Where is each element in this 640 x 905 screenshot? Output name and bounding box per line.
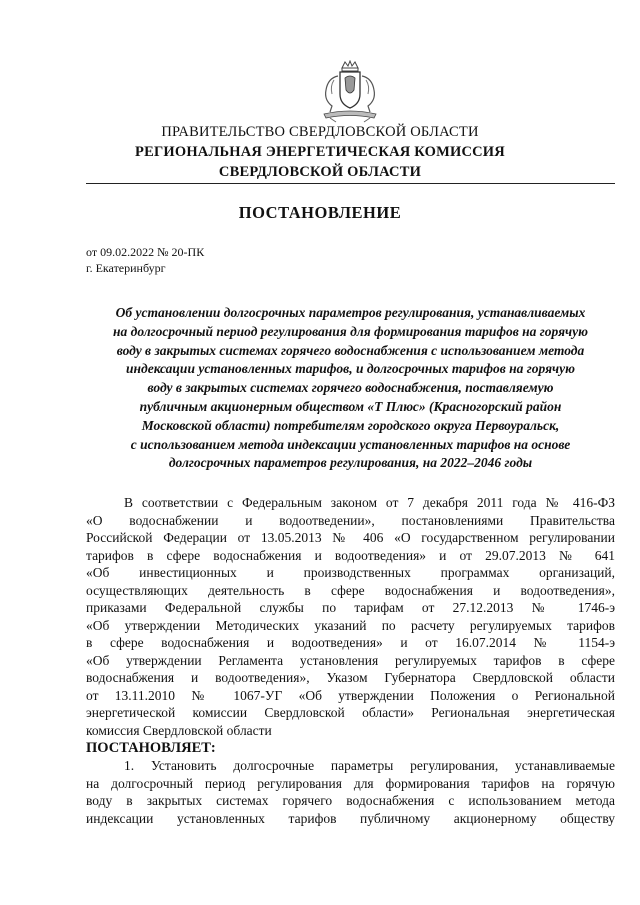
- document-date-number: от 09.02.2022 № 20-ПК: [86, 245, 205, 259]
- title-line: воду в закрытых системах горячего водоснабжения с использованием метода: [116, 342, 585, 358]
- title-line: на долгосрочный период регулирования для формирования тарифов на горячую: [113, 323, 588, 339]
- preamble-line: «Об утверждении Методических указаний по расчету регулируемых тарифов: [86, 617, 615, 633]
- preamble-line: В соответствии с Федеральным законом от 7 декабря 2011 года № 416-ФЗ: [124, 495, 615, 510]
- preamble-line: от 13.11.2010 № 1067-УГ «Об утверждении Положения о Региональной: [86, 687, 615, 703]
- document-city: г. Екатеринбург: [86, 261, 166, 275]
- document-body: [86, 494, 615, 827]
- title-line: Московской области) потребителям городского округа Первоуральск,: [141, 417, 560, 433]
- preamble-line: Российской Федерации от 13.05.2013 № 406 «О государственном регулировании: [86, 530, 615, 545]
- title-line: с использованием метода индексации установленных тарифов на основе: [130, 436, 571, 452]
- item-line: индексации установленных тарифов публичному акционерному обществу: [86, 810, 615, 826]
- title-line: индексации установленных тарифов, и долгосрочных тарифов на горячую: [126, 361, 575, 377]
- preamble-line: приказами Федеральной службы по тарифам от 27.12.2013 № 1746-э: [86, 600, 615, 615]
- item-line: на долгосрочный период регулирования для формирования тарифов на горячую: [86, 775, 615, 791]
- preamble-line: энергетической комиссии Свердловской области» Региональная энергетическая: [86, 705, 615, 720]
- coat-of-arms-icon: [316, 60, 384, 124]
- item-line: воду в закрытых системах горячего водоснабжения с использованием метода: [86, 793, 615, 808]
- decree-keyword: ПОСТАНОВЛЯЕТ:: [86, 740, 216, 756]
- document-title: [86, 304, 615, 473]
- preamble-line: осуществляющих деятельность в сфере водоснабжения и водоотведения»,: [86, 582, 615, 598]
- title-line: воду в закрытых системах горячего водоснабжения, поставляемую: [147, 380, 554, 396]
- preamble-line: «Об утверждении Регламента установления регулируемых тарифов в сфере: [86, 652, 615, 668]
- preamble-line: комиссия Свердловской области: [86, 722, 272, 738]
- title-line: Об установлении долгосрочных параметров регулирования, устанавливаемых: [115, 305, 586, 320]
- preamble-line: водоснабжения и водоотведения», Указом Губернатора Свердловской области: [86, 670, 615, 685]
- preamble-line: в сфере водоснабжения и водоотведения» и от 16.07.2014 № 1154-э: [86, 635, 615, 650]
- commission-name: РЕГИОНАЛЬНАЯ ЭНЕРГЕТИЧЕСКАЯ КОМИССИЯ: [135, 144, 505, 160]
- header-divider: [86, 183, 615, 184]
- document-type: ПОСТАНОВЛЕНИЕ: [238, 203, 402, 222]
- title-line: публичным акционерным обществом «Т Плюс» (Красногорский район: [139, 398, 562, 414]
- government-name: ПРАВИТЕЛЬСТВО СВЕРДЛОВСКОЙ ОБЛАСТИ: [161, 124, 479, 140]
- title-line: долгосрочных параметров регулирования, на 2022–2046 годы: [168, 455, 533, 471]
- preamble-line: тарифов в сфере водоснабжения и водоотведения» и от 29.07.2013 № 641: [86, 547, 615, 563]
- item-line: 1. Установить долгосрочные параметры регулирования, устанавливаемые: [124, 758, 615, 773]
- commission-region: СВЕРДЛОВСКОЙ ОБЛАСТИ: [218, 164, 422, 180]
- preamble-line: «Об инвестиционных и производственных программах организаций,: [86, 565, 615, 580]
- preamble-line: «О водоснабжении и водоотведении», постановлениями Правительства: [86, 512, 615, 528]
